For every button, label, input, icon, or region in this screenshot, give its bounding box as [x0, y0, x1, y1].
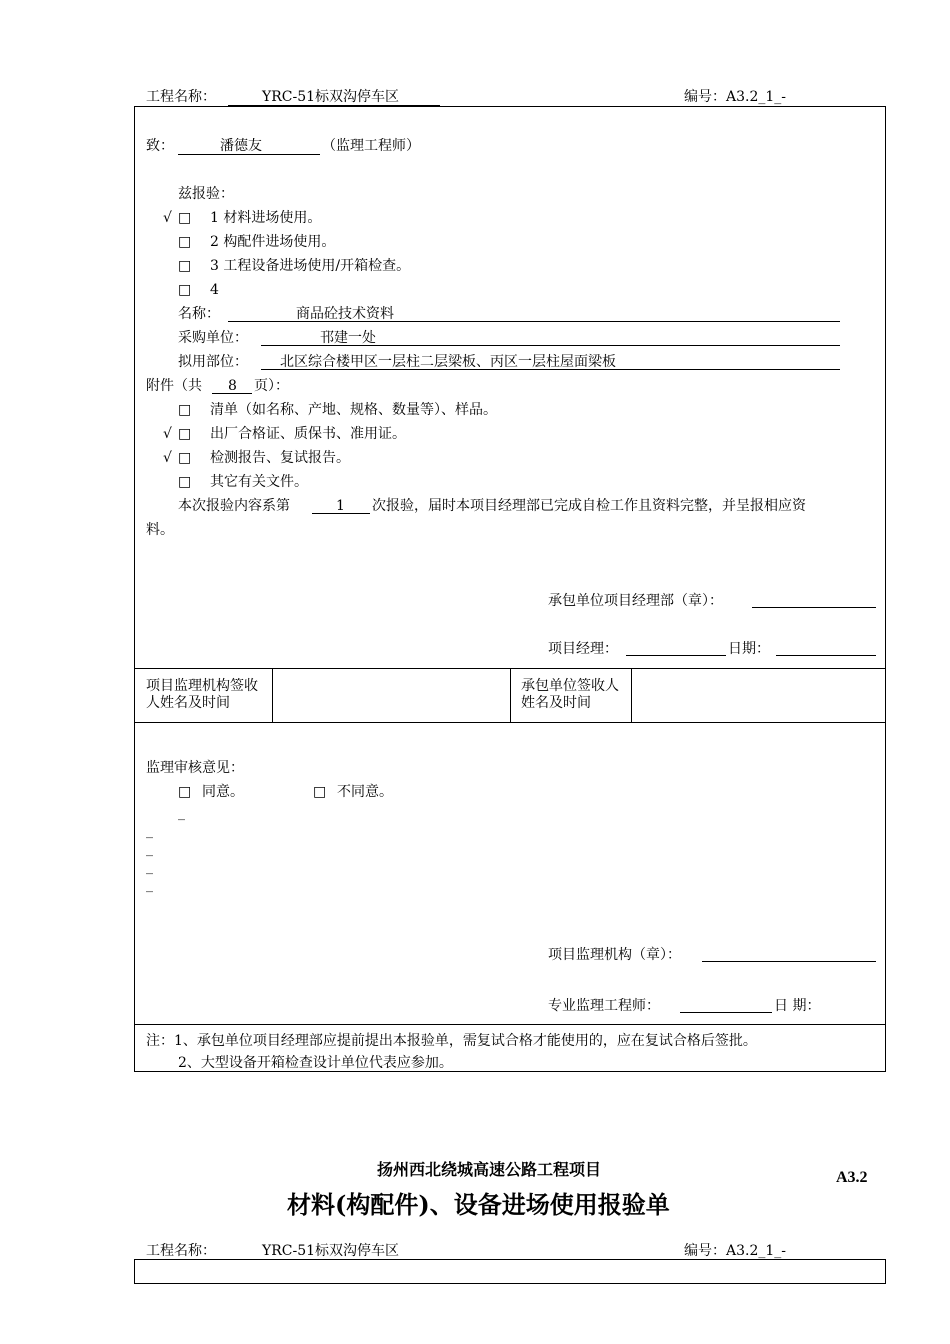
agree-label: 同意。: [202, 784, 244, 800]
statement-prefix: 本次报验内容系第: [178, 498, 290, 514]
col-divider-2: [510, 668, 511, 722]
report-intro: 兹报验：: [178, 186, 234, 202]
form-number-2: 编号：A3.2_1_-: [684, 1243, 787, 1259]
form-code: A3.2: [836, 1169, 868, 1186]
engineer-underline[interactable]: [680, 1012, 772, 1013]
pm-label: 项目经理：: [548, 641, 618, 657]
location-underline: [261, 369, 840, 370]
row-divider-3: [134, 1024, 886, 1025]
attach-count: 8: [228, 378, 237, 394]
item-2-label: 2 构配件进场使用。: [210, 234, 336, 250]
note-line-1: 注：1、承包单位项目经理部应提前提出本报验单，需复试合格才能使用的，应在复试合格后签批。: [146, 1033, 757, 1049]
buyer-underline: [261, 345, 840, 346]
attach-2-checkbox[interactable]: □: [178, 426, 192, 442]
buyer-label: 采购单位：: [178, 330, 248, 346]
name-underline: [228, 321, 840, 322]
supervision-org-label: 项目监理机构（章）：: [548, 947, 681, 963]
item-4-checkbox[interactable]: □: [178, 282, 192, 298]
project-name: YRC-51标双沟停车区: [262, 89, 400, 105]
review-title: 监理审核意见：: [146, 760, 244, 776]
org-title: 扬州西北绕城高速公路工程项目: [377, 1160, 602, 1179]
attach-2-check: √: [163, 426, 172, 442]
engineer-date-label: 日 期：: [774, 998, 821, 1014]
engineer-label: 专业监理工程师：: [548, 998, 660, 1014]
buyer-value: 邗建一处: [320, 330, 376, 346]
disagree-checkbox[interactable]: □: [313, 784, 327, 800]
pm-date-underline[interactable]: [776, 655, 876, 656]
contractor-dept-label: 承包单位项目经理部（章）：: [548, 593, 723, 609]
contractor-receiver-label: 承包单位签收人姓名及时间: [521, 678, 619, 711]
item-2-checkbox[interactable]: □: [178, 234, 192, 250]
form-number: 编号：A3.2_1_-: [684, 89, 787, 105]
attach-3-label: 检测报告、复试报告。: [210, 450, 350, 466]
project-name-2: YRC-51标双沟停车区: [262, 1243, 400, 1259]
item-4-label: 4: [210, 282, 219, 298]
attach-prefix: 附件（共: [146, 378, 202, 394]
pm-date-label: 日期：: [728, 641, 770, 657]
attach-3-check: √: [163, 450, 172, 466]
review-dash-2: _: [146, 823, 153, 839]
location-label: 拟用部位：: [178, 354, 248, 370]
note-line-2: 2、大型设备开箱检查设计单位代表应参加。: [178, 1055, 453, 1071]
item-1-checkbox[interactable]: □: [178, 210, 192, 226]
supervisor-receiver-label: 项目监理机构签收人姓名及时间: [146, 678, 258, 711]
attach-count-underline: [212, 393, 252, 394]
name-value: 商品砼技术资料: [296, 306, 394, 322]
contractor-dept-underline[interactable]: [752, 607, 876, 608]
to-label: 致：: [146, 138, 174, 154]
col-divider-1: [272, 668, 273, 722]
attach-4-label: 其它有关文件。: [210, 474, 308, 490]
col-divider-3: [631, 668, 632, 722]
item-3-label: 3 工程设备进场使用/开箱检查。: [210, 258, 411, 274]
attach-4-checkbox[interactable]: □: [178, 474, 192, 490]
statement-count-underline: [312, 513, 370, 514]
attach-suffix: 页）：: [254, 378, 289, 394]
statement-end: 料。: [146, 522, 174, 538]
name-label: 名称：: [178, 306, 220, 322]
supervision-org-underline[interactable]: [702, 961, 876, 962]
location-value: 北区综合楼甲区一层柱二层梁板、丙区一层柱屋面梁板: [280, 354, 616, 370]
to-name-underline: [178, 154, 320, 155]
attach-2-label: 出厂合格证、质保书、准用证。: [210, 426, 406, 442]
attach-1-label: 清单（如名称、产地、规格、数量等）、样品。: [210, 402, 497, 418]
form-box-2: [134, 1259, 886, 1284]
review-dash-1: _: [178, 805, 185, 821]
to-role: （监理工程师）: [322, 138, 420, 154]
disagree-label: 不同意。: [337, 784, 393, 800]
statement-count: 1: [336, 498, 345, 514]
item-1-label: 1 材料进场使用。: [210, 210, 322, 226]
project-label-2: 工程名称：: [146, 1243, 216, 1259]
pm-underline[interactable]: [626, 655, 726, 656]
attach-1-checkbox[interactable]: □: [178, 402, 192, 418]
review-dash-4: _: [146, 859, 153, 875]
form-title: 材料(构配件)、设备进场使用报验单: [287, 1190, 670, 1219]
item-1-check: √: [163, 210, 172, 226]
agree-checkbox[interactable]: □: [178, 784, 192, 800]
review-dash-3: _: [146, 841, 153, 857]
review-dash-5: _: [146, 877, 153, 893]
attach-3-checkbox[interactable]: □: [178, 450, 192, 466]
to-name: 潘德友: [220, 138, 262, 154]
item-3-checkbox[interactable]: □: [178, 258, 192, 274]
row-divider-2: [134, 722, 886, 723]
project-label: 工程名称：: [146, 89, 216, 105]
statement-suffix: 次报验，届时本项目经理部已完成自检工作且资料完整，并呈报相应资: [372, 498, 806, 514]
